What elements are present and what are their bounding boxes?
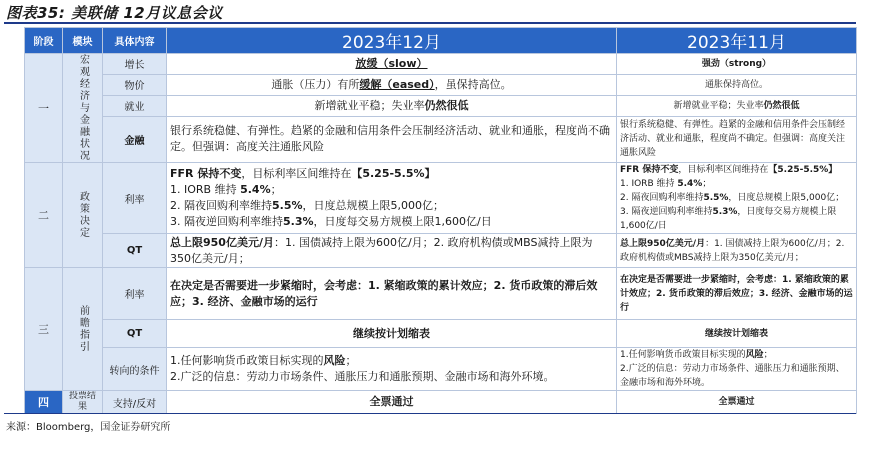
item-jobs: 就业 xyxy=(103,95,167,116)
item-qt: QT xyxy=(103,234,167,268)
nov-vote: 全票通过 xyxy=(617,391,857,414)
nov-price: 通胀保持高位。 xyxy=(617,74,857,95)
dec-fg-rate: 在决定是否需要进一步紧缩时，会考虑：1. 紧缩政策的累计效应；2. 货币政策的滞后效应；3. 经济、金融市场的运行 xyxy=(167,268,617,320)
header-row xyxy=(25,28,857,54)
source-rule xyxy=(4,413,856,414)
title-rule xyxy=(4,22,856,24)
header-dec-2023: 2023年12月 xyxy=(167,28,617,54)
header-module: 模块 xyxy=(63,28,103,54)
dec-growth: 放缓（slow） xyxy=(167,54,617,75)
dec-rate: FFR 保持不变，目标利率区间维持在【5.25-5.5%】 1. IORB 维持 5.4%； 2. 隔夜回购利率维持5.5%，日度总规模上限5,000亿； 3. 隔夜逆回购利率维持5.3%，日度每交易方规模上限1,600亿/日 xyxy=(167,163,617,234)
figure-title: 图表35: 美联储 12月议息会议 xyxy=(6,4,223,22)
nov-finance: 银行系统稳健、有弹性。趋紧的金融和信用条件会压制经济活动、就业和通胀，程度尚不确定。但强调：高度关注通胀风险 xyxy=(617,116,857,162)
item-vote: 支持/反对 xyxy=(103,391,167,414)
dec-finance: 银行系统稳健、有弹性。趋紧的金融和信用条件会压制经济活动、就业和通胀，程度尚不确定。但强调：高度关注通胀风险 xyxy=(167,116,617,162)
nov-fg-rate: 在决定是否需要进一步紧缩时，会考虑：1. 紧缩政策的累计效应；2. 货币政策的滞后效应；3. 经济、金融市场的运行 xyxy=(617,268,857,320)
module-vote: 投票结果 xyxy=(63,391,103,414)
item-finance: 金融 xyxy=(103,116,167,162)
dec-shift: 1.任何影响货币政策目标实现的风险； 2.广泛的信息：劳动力市场条件、通胀压力和通胀预期、金融市场和海外环境。 xyxy=(167,348,617,391)
row-vote xyxy=(25,391,857,414)
source-note: 来源：Bloomberg，国金证券研究所 xyxy=(6,422,171,433)
nov-jobs: 新增就业平稳；失业率仍然很低 xyxy=(617,95,857,116)
nov-rate: FFR 保持不变，目标利率区间维持在【5.25-5.5%】 1. IORB 维持 5.4%； 2. 隔夜回购利率维持5.5%，日度总规模上限5,000亿； 3. 隔夜逆回购利率维持5.3%，日度每交易方规模上限1,600亿/日 xyxy=(617,163,857,234)
item-rate: 利率 xyxy=(103,163,167,234)
stage-4: 四 xyxy=(25,391,63,414)
row-rate xyxy=(25,163,857,234)
header-content: 具体内容 xyxy=(103,28,167,54)
stage-3: 三 xyxy=(25,268,63,391)
header-stage: 阶段 xyxy=(25,28,63,54)
module-policy: 政策决定 xyxy=(63,163,103,268)
item-shift: 转向的条件 xyxy=(103,348,167,391)
dec-fg-qt: 继续按计划缩表 xyxy=(167,320,617,348)
fomc-comparison-table xyxy=(24,27,857,414)
stage-2: 二 xyxy=(25,163,63,268)
nov-shift: 1.任何影响货币政策目标实现的风险； 2.广泛的信息：劳动力市场条件、通胀压力和通胀预期、金融市场和海外环境。 xyxy=(617,348,857,391)
nov-qt: 总上限950亿美元/月：1. 国债减持上限为600亿/月；2. 政府机构债或MBS减持上限为350亿美元/月； xyxy=(617,234,857,268)
row-fg-rate xyxy=(25,268,857,320)
row-growth xyxy=(25,54,857,75)
row-price xyxy=(25,74,857,95)
module-guidance: 前瞻指引 xyxy=(63,268,103,391)
row-qt xyxy=(25,234,857,268)
module-macro: 宏观经济与金融状况 xyxy=(63,54,103,163)
item-price: 物价 xyxy=(103,74,167,95)
dec-jobs: 新增就业平稳；失业率仍然很低 xyxy=(167,95,617,116)
dec-vote: 全票通过 xyxy=(167,391,617,414)
item-fg-qt: QT xyxy=(103,320,167,348)
nov-growth: 强劲（strong） xyxy=(617,54,857,75)
dec-qt: 总上限950亿美元/月：1. 国债减持上限为600亿/月；2. 政府机构债或MBS减持上限为350亿美元/月； xyxy=(167,234,617,268)
nov-fg-qt: 继续按计划缩表 xyxy=(617,320,857,348)
dec-price: 通胀（压力）有所缓解（eased），虽保持高位。 xyxy=(167,74,617,95)
item-fg-rate: 利率 xyxy=(103,268,167,320)
header-nov-2023: 2023年11月 xyxy=(617,28,857,54)
row-finance xyxy=(25,116,857,162)
row-shift xyxy=(25,348,857,391)
row-jobs xyxy=(25,95,857,116)
row-fg-qt xyxy=(25,320,857,348)
stage-1: 一 xyxy=(25,54,63,163)
item-growth: 增长 xyxy=(103,54,167,75)
